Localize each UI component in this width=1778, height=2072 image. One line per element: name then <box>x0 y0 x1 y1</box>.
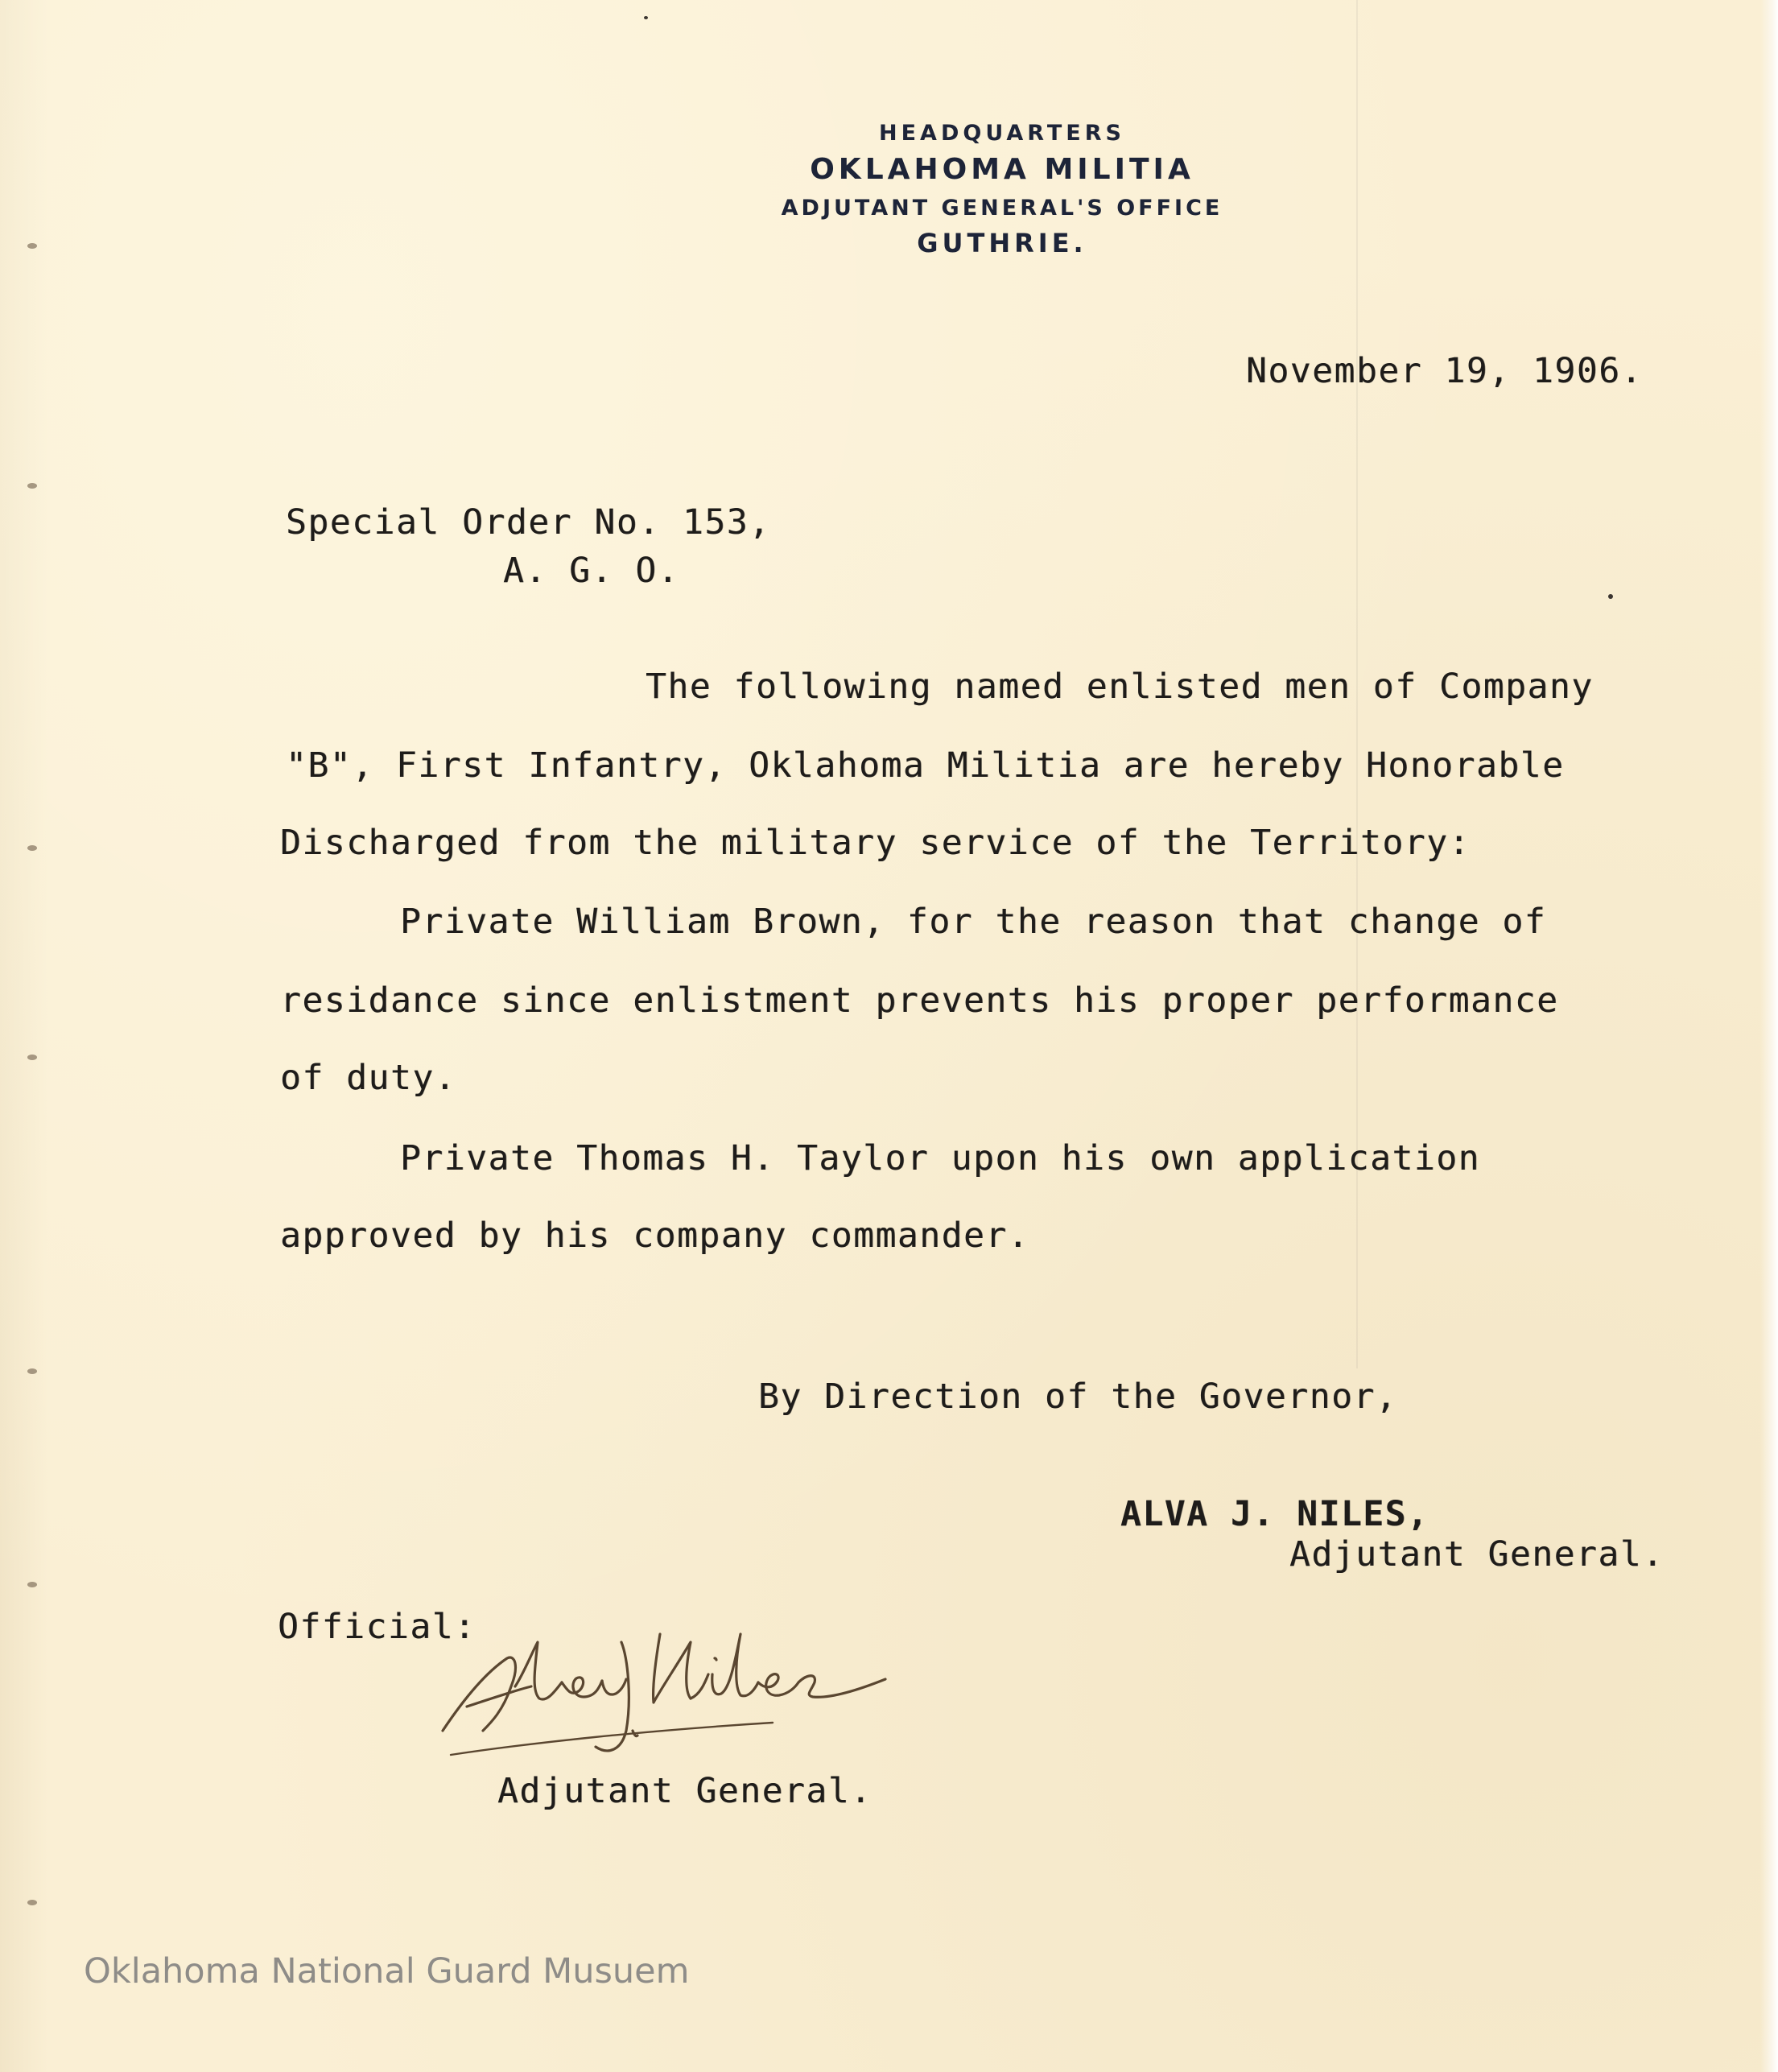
official-title: Adjutant General. <box>497 1771 872 1811</box>
official-label: Official: <box>278 1607 476 1647</box>
body-line: residance since enlistment prevents his proper performance <box>280 980 1559 1021</box>
ink-speck <box>1608 594 1613 599</box>
binding-mark <box>27 1900 37 1905</box>
paper-edge <box>1760 0 1778 2072</box>
letter-date: November 19, 1906. <box>1246 351 1643 391</box>
order-number: Special Order No. 153, <box>286 502 771 543</box>
signer-title: Adjutant General. <box>1289 1534 1665 1575</box>
body-line: of duty. <box>280 1058 457 1098</box>
binding-mark <box>27 845 37 851</box>
letterhead-city: GUTHRIE. <box>917 228 1087 258</box>
ink-speck <box>644 16 648 19</box>
letterhead <box>708 122 1296 256</box>
body-line: Discharged from the military service of the Territory: <box>280 823 1471 863</box>
body-line: "B", First Infantry, Oklahoma Militia are hereby Honorable <box>286 745 1565 786</box>
body-line: approved by his company commander. <box>280 1216 1030 1256</box>
binding-mark <box>27 1055 37 1060</box>
handwritten-signature <box>435 1610 901 1787</box>
binding-mark <box>27 243 37 249</box>
order-office: A. G. O. <box>503 551 680 591</box>
body-line: Private William Brown, for the reason that change of <box>400 902 1547 942</box>
binding-mark <box>27 1582 37 1587</box>
body-line: The following named enlisted men of Company <box>646 667 1594 707</box>
museum-watermark: Oklahoma National Guard Musuem <box>84 1951 690 1992</box>
letterhead-headquarters: HEADQUARTERS <box>879 121 1125 146</box>
binding-mark <box>27 1368 37 1374</box>
body-line: Private Thomas H. Taylor upon his own application <box>400 1138 1481 1178</box>
closing-direction: By Direction of the Governor, <box>758 1377 1398 1417</box>
binding-mark <box>27 483 37 489</box>
letterhead-organization: OKLAHOMA MILITIA <box>810 153 1194 186</box>
letterhead-office: ADJUTANT GENERAL'S OFFICE <box>781 196 1223 221</box>
signer-name: ALVA J. NILES, <box>1120 1494 1429 1534</box>
